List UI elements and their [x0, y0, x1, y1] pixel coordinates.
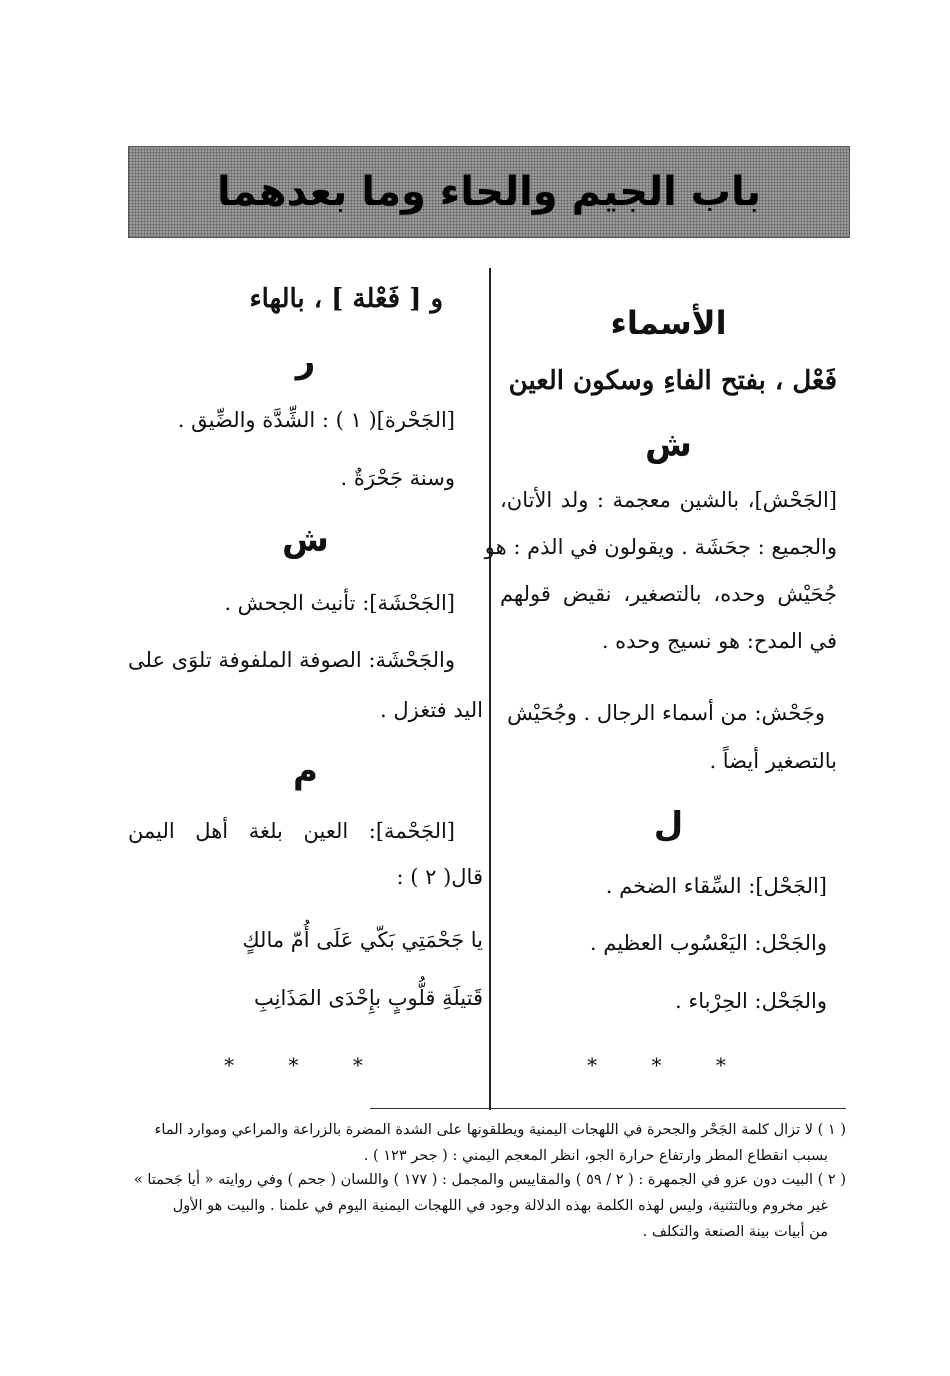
column-divider	[489, 268, 491, 1110]
letter-heading-shin: ش	[645, 425, 692, 465]
footnote-rule	[370, 1108, 846, 1109]
verse-line: يا جَحْمَتِي بَكّي عَلَى أُمّ مالكٍ	[242, 928, 483, 952]
entry-line: والجَحْل: اليَعْسُوب العظيم .	[589, 931, 827, 955]
entry-line: [الجَحْل]: السِّقاء الضخم .	[605, 874, 827, 898]
letter-heading-lam: ل	[653, 805, 684, 845]
letter-heading-ra: ر	[295, 341, 316, 381]
footnote-line: بسبب انقطاع المطر وارتفاع حرارة الجو، انظر المعجم اليمني : ( جحر ١٢٣ ) .	[363, 1148, 828, 1164]
entry-line: وجَحْش: من أسماء الرجال . وجُحَيْش	[507, 701, 825, 725]
footnote-line: من أبيات بينة الصنعة والتكلف .	[642, 1224, 828, 1240]
section-stars: * * *	[587, 1053, 750, 1077]
entry-line: [الجَحْمة]: العين بلغة أهل اليمن	[128, 819, 455, 843]
verse-line: قَتيلَةِ قلُّوبٍ بإِحْدَى المَذَانِبِ	[254, 986, 483, 1010]
footnote-line: ( ١ ) لا تزال كلمة الجَحْر والجحرة في اللهجات اليمنية ويطلقونها على الشدة المضرة بالزراعة والمراعي وموارد الماء	[154, 1122, 846, 1138]
entry-line: والجميع : جحَشَة . ويقولون في الذم : هو	[484, 535, 837, 559]
entry-line: في المدح: هو نسيج وحده .	[601, 629, 837, 653]
letter-heading-shin: ش	[282, 520, 329, 560]
pattern-heading: و [ فَعْلة ] ، بالهاء	[249, 284, 443, 314]
section-title: الأسماء	[610, 304, 727, 342]
letter-heading-mim: م	[293, 751, 318, 791]
entry-line: قال( ٢ ) :	[396, 865, 483, 889]
entry-line: والجَحْشَة: الصوفة الملفوفة تلوَى على	[127, 648, 455, 672]
entry-line: والجَحْل: الحِرْباء .	[675, 989, 827, 1013]
pattern-heading: فَعْل ، بفتح الفاءِ وسكون العين	[508, 366, 837, 396]
entry-line: [الجَحْشَة]: تأنيث الجحش .	[224, 591, 455, 615]
chapter-banner	[128, 146, 850, 238]
entry-line: بالتصغير أيضاً .	[709, 749, 837, 773]
entry-line: وسنة جَحْرَةٌ .	[340, 466, 455, 490]
footnote-line: غير مخروم وبالتثنية، وليس لهذه الكلمة بهذه الدلالة وجود في اللهجات اليمنية اليوم في علمنا . والبيت هو الأول	[172, 1198, 828, 1214]
chapter-title: باب الجيم والحاء وما بعدهما	[217, 169, 762, 215]
footnote-line: ( ٢ ) البيت دون عزو في الجمهرة : ( ٢ / ٥٩ ) والمقاييس والمجمل : ( ١٧٧ ) واللسان ( جحم ) وفي روايته « أيا جَحمتا »	[133, 1172, 846, 1188]
entry-line: [الجَحْرة]( ١ ) : الشِّدَّة والضِّيق .	[177, 408, 455, 432]
entry-line: [الجَحْش]، بالشين معجمة : ولد الأتان،	[500, 488, 837, 512]
entry-line: جُحَيْش وحده، بالتصغير، نقيض قولهم	[500, 582, 837, 606]
entry-line: اليد فتغزل .	[380, 698, 483, 722]
section-stars: * * *	[224, 1053, 387, 1077]
